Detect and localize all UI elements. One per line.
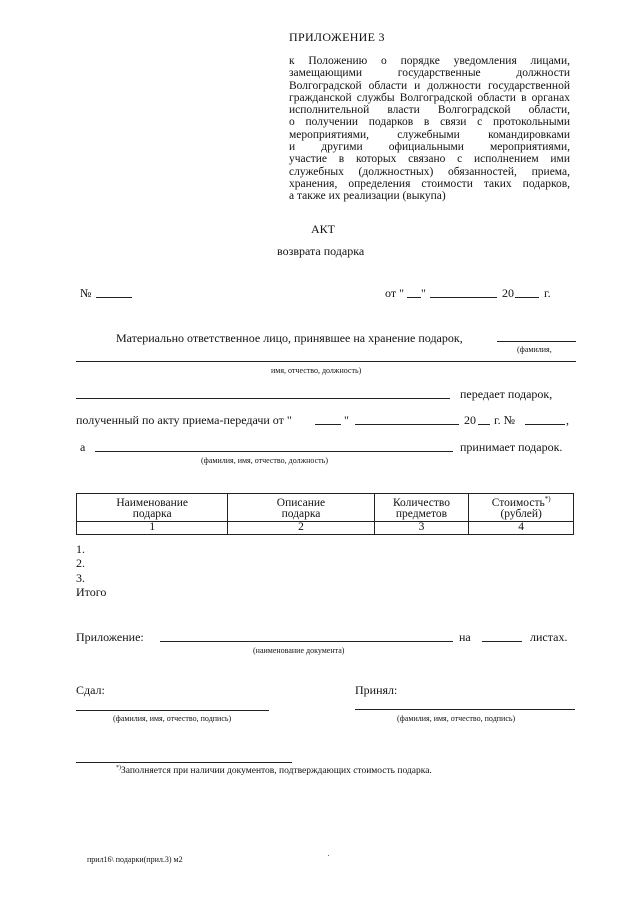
transfers-gift-field[interactable] xyxy=(76,398,450,399)
header-line: подарка xyxy=(281,508,321,521)
attachment-sheets-field[interactable] xyxy=(482,641,522,642)
footnote-text: Заполняется при наличии документов, подтверждающих стоимость подарка. xyxy=(121,766,432,777)
table-header-row xyxy=(77,494,574,522)
table-row xyxy=(77,521,574,534)
act-date-from: от " xyxy=(385,286,404,300)
table-cell: 4 xyxy=(469,521,574,534)
appendix-line: а также их реализации (выкупа) xyxy=(289,190,446,203)
table-header-description xyxy=(228,494,374,522)
appendix-line: к Положению о порядке уведомления лицами, xyxy=(289,55,570,67)
received-act-text: полученный по акту приема-передачи от " xyxy=(76,413,292,427)
responsible-person-text: Материально ответственное лицо, принявшее на хранение подарок, xyxy=(116,331,463,345)
act-date-day-field[interactable] xyxy=(407,297,421,298)
appendix-description xyxy=(289,55,570,203)
gift-table xyxy=(76,493,574,535)
act-title: АКТ xyxy=(311,222,335,236)
act-date-quote: " xyxy=(421,286,426,300)
list-item[interactable]: 2. xyxy=(76,556,85,570)
received-number-field[interactable] xyxy=(525,424,565,425)
handed-signature-field[interactable] xyxy=(76,710,269,711)
header-line: Описание xyxy=(276,496,326,509)
appendix-line: хранения, определения стоимости таких подарков, xyxy=(289,177,570,190)
header-line: предметов xyxy=(395,508,448,521)
received-g-no: г. № xyxy=(494,413,516,427)
attachment-sheets: листах. xyxy=(530,630,568,644)
appendix-line: Волгоградской области и должности государственной xyxy=(289,79,570,92)
responsible-person-field-2[interactable] xyxy=(76,361,576,362)
act-subtitle: возврата подарка xyxy=(277,244,365,258)
received-month-field[interactable] xyxy=(355,424,459,425)
attachment-label: Приложение: xyxy=(76,630,144,644)
appendix-line: о получении подарков в связи с протокольными xyxy=(289,116,570,129)
accepted-hint: (фамилия, имя, отчество, подпись) xyxy=(397,714,516,723)
attachment-hint: (наименование документа) xyxy=(253,646,345,655)
appendix-line: мероприятиями, служебными командировками xyxy=(289,128,570,141)
appendix-line: служебных (должностных) обязанностей, приема, xyxy=(289,165,570,178)
header-line: подарка xyxy=(132,508,172,521)
accepted-signature-field[interactable] xyxy=(355,709,575,710)
footnote-separator xyxy=(76,762,292,763)
header-line: Наименование xyxy=(116,496,189,509)
act-date-year-field[interactable] xyxy=(515,297,539,298)
hint-fio-position: (фамилия, имя, отчество, должность) xyxy=(201,456,328,465)
header-line: Количество xyxy=(392,496,450,509)
act-date-g: г. xyxy=(544,286,551,300)
received-comma: , xyxy=(566,413,569,427)
table-header-quantity xyxy=(374,494,469,522)
hint-name-position: имя, отчество, должность) xyxy=(271,366,362,375)
footnote xyxy=(116,765,432,776)
act-number-label: № xyxy=(80,286,92,300)
footer-path: прил16\ подарки(прил.3) м2 xyxy=(87,855,183,864)
transfers-gift-text: передает подарок, xyxy=(460,387,553,401)
table-header-cost xyxy=(469,494,574,522)
table-cell: 2 xyxy=(228,521,374,534)
page-dot xyxy=(328,855,329,856)
table-cell: 3 xyxy=(374,521,469,534)
appendix-line: замещающими государственные должности xyxy=(289,67,570,80)
received-year-field[interactable] xyxy=(478,424,490,425)
received-year: 20 xyxy=(464,413,476,427)
appendix-line: гражданской службы Волгоградской области в органах xyxy=(289,91,570,104)
appendix-title: ПРИЛОЖЕНИЕ 3 xyxy=(289,30,385,44)
accepter-field[interactable] xyxy=(95,451,453,452)
accepts-gift-text: принимает подарок. xyxy=(460,440,563,454)
table-header-name xyxy=(77,494,228,522)
list-item[interactable]: 3. xyxy=(76,571,85,585)
list-item[interactable]: 1. xyxy=(76,542,85,556)
act-date-month-field[interactable] xyxy=(430,297,497,298)
footnote-mark: *) xyxy=(116,765,121,771)
received-day-field[interactable] xyxy=(315,424,341,425)
total-label: Итого xyxy=(76,585,107,599)
accepted-label: Принял: xyxy=(355,683,398,697)
appendix-line: исполнительной власти Волгоградской области, xyxy=(289,104,570,117)
attachment-field[interactable] xyxy=(160,641,453,642)
received-quote: " xyxy=(344,413,349,427)
appendix-line: участие в которых связано с исполнением ими xyxy=(289,153,570,166)
hint-surname: (фамилия, xyxy=(517,345,552,354)
a-label: а xyxy=(80,440,86,454)
header-line: (рублей) xyxy=(500,508,542,521)
handed-hint: (фамилия, имя, отчество, подпись) xyxy=(113,714,232,723)
act-date-year: 20 xyxy=(502,286,514,300)
handed-label: Сдал: xyxy=(76,683,105,697)
footnote-mark: *) xyxy=(544,495,551,503)
act-number-field[interactable] xyxy=(96,297,132,298)
appendix-line: и другими официальными мероприятиями, xyxy=(289,141,570,154)
header-line: Стоимость xyxy=(491,496,545,509)
responsible-person-field[interactable] xyxy=(497,341,576,342)
table-cell: 1 xyxy=(77,521,228,534)
attachment-on: на xyxy=(459,630,471,644)
